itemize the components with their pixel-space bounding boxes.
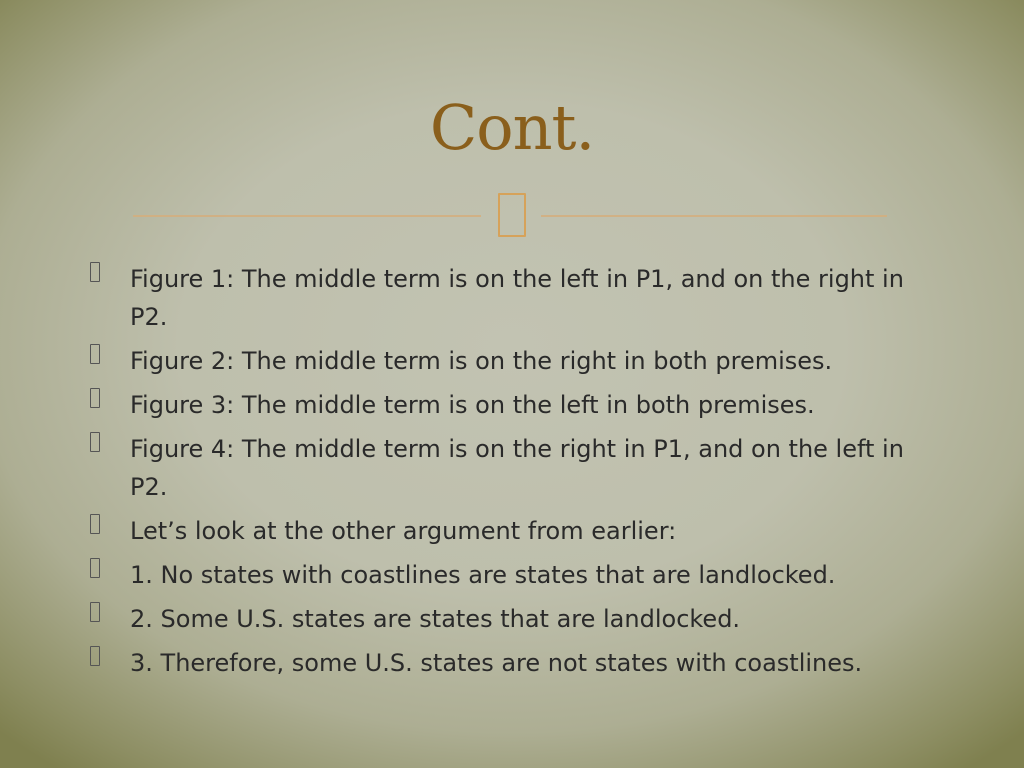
bullet-item <box>88 260 928 336</box>
bullet-text: Figure 2: The middle term is on the right in both premises. <box>130 347 833 375</box>
bullet-item <box>88 556 928 594</box>
bullet-icon <box>90 262 100 282</box>
bullet-item <box>88 512 928 550</box>
bullet-icon <box>90 344 100 364</box>
title-divider-left <box>133 215 481 217</box>
bullet-icon <box>90 514 100 534</box>
slide-title: Cont. <box>429 91 595 164</box>
bullet-item <box>88 430 928 506</box>
bullet-icon <box>90 646 100 666</box>
bullet-text: 3. Therefore, some U.S. states are not states with coastlines. <box>130 649 863 677</box>
bullet-text: Figure 1: The middle term is on the left in P1, and on the right in P2. <box>130 265 904 331</box>
bullet-icon <box>90 388 100 408</box>
bullet-item <box>88 644 928 682</box>
bullet-icon <box>90 602 100 622</box>
bullet-text: 2. Some U.S. states are states that are landlocked. <box>130 605 741 633</box>
bullet-icon <box>90 432 100 452</box>
bullet-text: Figure 3: The middle term is on the left in both premises. <box>130 391 815 419</box>
bullet-text: Figure 4: The middle term is on the right in P1, and on the left in P2. <box>130 435 904 501</box>
ornament-icon <box>498 193 526 237</box>
bullet-item <box>88 342 928 380</box>
bullet-item <box>88 600 928 638</box>
bullet-text: 1. No states with coastlines are states that are landlocked. <box>130 561 836 589</box>
bullet-icon <box>90 558 100 578</box>
title-divider-right <box>541 215 887 217</box>
bullet-list <box>88 260 928 688</box>
bullet-item <box>88 386 928 424</box>
bullet-text: Let’s look at the other argument from earlier: <box>130 517 677 545</box>
